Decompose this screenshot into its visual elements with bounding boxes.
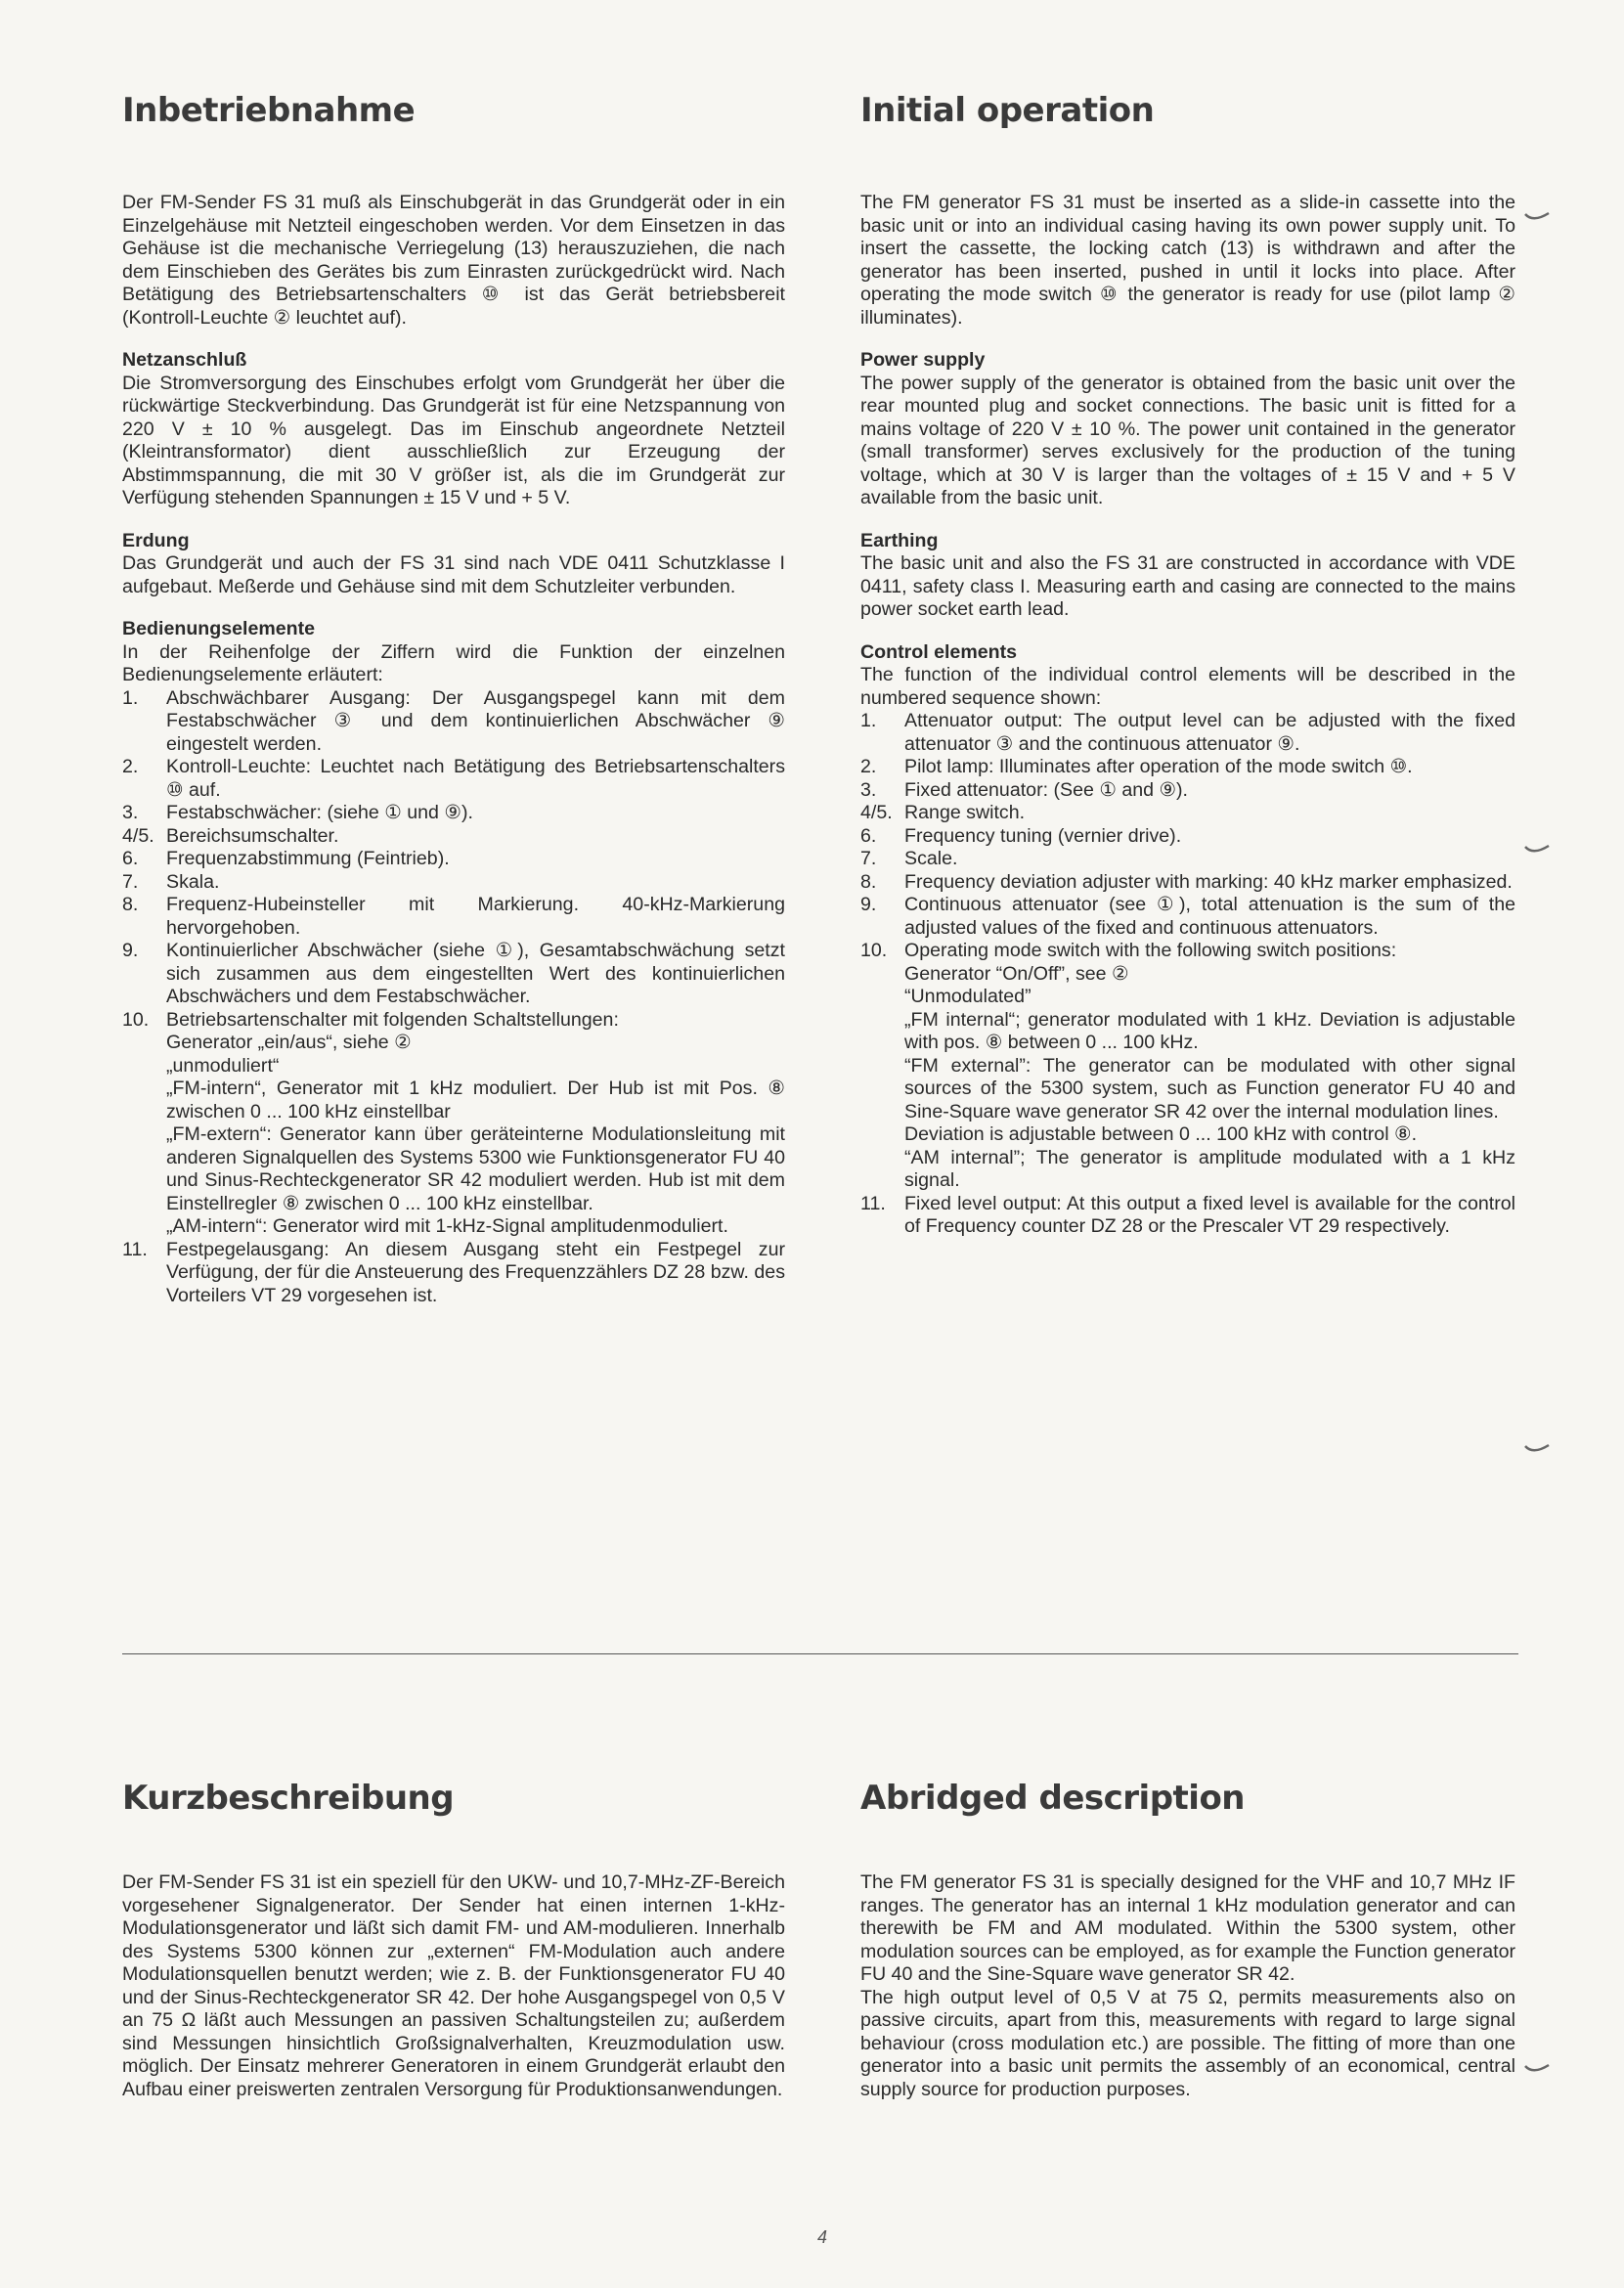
- control-list-item: [860, 894, 1515, 940]
- heading-inbetriebnahme: Inbetriebnahme: [122, 91, 416, 130]
- control-item-description: Fixed level output: At this output a fixed level is available for the control of Frequency counter DZ 28 or the Prescaler VT 29 respectively.: [904, 1192, 1515, 1237]
- control-item-text: [904, 1193, 1515, 1239]
- control-list-item: [122, 825, 785, 849]
- control-item-description: Frequency deviation adjuster with marking: 40 kHz marker emphasized.: [904, 870, 1513, 893]
- paragraph-netzanschluss: Die Stromversorgung des Einschubes erfolgt vom Grundgerät her über die rückwärtige Steckverbindung. Das Grundgerät ist für eine Netzspannung von 220 V ± 10 % ausgelegt. Das im Einschub angeordnete Netzteil (Kleintransformator) dient ausschließlich zur Erzeugung der Abstimmspannung, die mit 30 V größer ist, als die im Grundgerät zur Verfügung stehenden Spannungen ± 15 V und + 5 V.: [122, 372, 785, 508]
- heading-earthing: Earthing: [860, 529, 939, 551]
- control-item-number: 9.: [122, 940, 139, 961]
- paragraph-abridged-description-2: The high output level of 0,5 V at 75 Ω, permits measurements also on passive circuits, apart from this, measurements with regard to large signal behaviour (cross modulation etc.) are possible. The fitting of more than one generator into a basic unit permits the assembly of an economical, central supply source for production purposes.: [860, 1986, 1515, 2100]
- control-item-description: Continuous attenuator (see ①), total attenuation is the sum of the adjusted values of the fixed and continuous attenuators.: [904, 894, 1515, 939]
- control-item-text: [166, 825, 785, 849]
- control-item-text: [904, 802, 1515, 825]
- control-item-text: [904, 825, 1515, 849]
- control-item-description: Skala.: [166, 870, 220, 893]
- page-number: 4: [817, 2227, 828, 2247]
- control-item-number: 1.: [860, 710, 877, 731]
- section-divider: [122, 1653, 1518, 1654]
- paragraph-power-supply: The power supply of the generator is obtained from the basic unit over the rear mounted plug and socket connections. The basic unit is fitted for a mains voltage of 220 V ± 10 %. The power unit contained in the generator (small transformer) serves exclusively for the production of the tuning voltage, which at 30 V is larger than the voltages of ± 15 V and + 5 V available from the basic unit.: [860, 372, 1515, 508]
- heading-kurzbeschreibung: Kurzbeschreibung: [122, 1779, 455, 1818]
- paragraph-erdung: Das Grundgerät und auch der FS 31 sind nach VDE 0411 Schutzklasse I aufgebaut. Meßerde und Gehäuse sind mit dem Schutzleiter verbunden.: [122, 552, 785, 597]
- control-item-number: 2.: [860, 756, 877, 777]
- control-item-text: [904, 710, 1515, 756]
- control-item-number: 11.: [860, 1192, 886, 1214]
- control-item-description: Festabschwächer: (siehe ① und ⑨).: [166, 802, 473, 823]
- paragraph-bedienungselemente-intro: In der Reihenfolge der Ziffern wird die Funktion der einzelnen Bedienungselemente erläutert:: [122, 640, 785, 685]
- heading-netzanschluss: Netzanschluß: [122, 349, 247, 371]
- control-item-switch-positions: Generator “On/Off”, see ② “Unmodulated” „FM internal“; generator modulated with 1 kHz. Deviation is adjustable with pos. ⑧ between 0 ... 100 kHz. “FM external”: The generator can be modulated with other signal sources of the 5300 system, such as Function generator FU 40 and Sine-Square wave generator SR 42 over the internal modulation lines. Deviation is adjustable between 0 ... 100 kHz with control ⑧. “AM internal”; The generator is amplitude modulated with a 1 kHz signal.: [904, 962, 1515, 1191]
- control-item-description: Frequency tuning (vernier drive).: [904, 824, 1182, 847]
- margin-tick-mark: [1523, 1443, 1553, 1455]
- section-kurzbeschreibung: [122, 1779, 785, 2101]
- paragraph-earthing: The basic unit and also the FS 31 are constructed in accordance with VDE 0411, safety class I. Measuring earth and casing are connected to the mains power socket earth lead.: [860, 552, 1515, 620]
- control-item-number: 4/5.: [860, 802, 893, 823]
- paragraph-abridged-description-1: The FM generator FS 31 is specially designed for the VHF and 10,7 MHz IF ranges. The generator has an internal 1 kHz modulation generator and can therewith be FM and AM modulated. Within the 5300 system, other modulation sources can be employed, as for example the Function generator FU 40 and the Sine-Square wave generator SR 42.: [860, 1871, 1515, 1985]
- control-list-item: [122, 1009, 785, 1239]
- control-item-number: 3.: [860, 778, 877, 801]
- control-item-description: Attenuator output: The output level can be adjusted with the fixed attenuator ③ and the continuous attenuator ⑨.: [904, 710, 1515, 755]
- control-item-text: [166, 1009, 785, 1239]
- margin-tick-mark: [1523, 844, 1553, 856]
- control-item-text: [904, 940, 1515, 1193]
- control-item-text: [166, 894, 785, 940]
- control-item-description: Frequenz-Hubeinsteller mit Markierung. 40-kHz-Markierung hervorgehoben.: [166, 894, 785, 939]
- control-item-number: 8.: [122, 894, 139, 915]
- control-list-item: [860, 779, 1515, 803]
- control-item-description: Pilot lamp: Illuminates after operation of the mode switch ⑩.: [904, 756, 1413, 777]
- control-item-number: 11.: [122, 1238, 148, 1260]
- control-item-description: Frequenzabstimmung (Feintrieb).: [166, 848, 450, 869]
- control-item-description: Fixed attenuator: (See ① and ⑨).: [904, 778, 1188, 801]
- section-abridged-description: [860, 1779, 1515, 2101]
- section-initial-operation: [860, 91, 1515, 1239]
- control-item-text: [166, 756, 785, 802]
- control-list-item: [122, 1239, 785, 1308]
- control-item-description: Kontroll-Leuchte: Leuchtet nach Betätigung des Betriebsartenschalters ⑩ auf.: [166, 756, 785, 801]
- control-item-description: Bereichsumschalter.: [166, 824, 339, 847]
- control-list-item: [860, 848, 1515, 871]
- paragraph-control-elements-intro: The function of the individual control elements will be described in the numbered sequence shown:: [860, 664, 1515, 709]
- control-item-description: Betriebsartenschalter mit folgenden Schaltstellungen:: [166, 1008, 619, 1031]
- control-item-number: 9.: [860, 894, 877, 915]
- control-item-description: Festpegelausgang: An diesem Ausgang steht ein Festpegel zur Verfügung, der für die Ansteuerung des Frequenzzählers DZ 28 bzw. des Vorteilers VT 29 vorgesehen ist.: [166, 1238, 785, 1306]
- control-item-text: [904, 871, 1515, 895]
- control-list-item: [860, 871, 1515, 895]
- control-item-text: [166, 802, 785, 825]
- control-item-text: [166, 848, 785, 871]
- control-list-item: [860, 710, 1515, 756]
- control-list-item: [860, 802, 1515, 825]
- control-list-item: [122, 894, 785, 940]
- control-item-text: [904, 779, 1515, 803]
- control-list-item: [860, 1193, 1515, 1239]
- heading-control-elements: Control elements: [860, 640, 1018, 663]
- control-list-item: [122, 756, 785, 802]
- control-item-number: 10.: [122, 1008, 150, 1031]
- control-item-text: [904, 756, 1515, 779]
- controls-list-en: [860, 710, 1515, 1239]
- control-list-item: [122, 871, 785, 895]
- control-item-number: 8.: [860, 870, 877, 893]
- control-item-text: [166, 871, 785, 895]
- control-item-number: 4/5.: [122, 824, 154, 847]
- control-item-text: [166, 1239, 785, 1308]
- control-list-item: [860, 825, 1515, 849]
- control-item-description: Range switch.: [904, 802, 1026, 823]
- intro-paragraph-en: The FM generator FS 31 must be inserted as a slide-in cassette into the basic unit or into an individual casing having its own power supply unit. To insert the cassette, the locking catch (13) is withdrawn and after the generator has been inserted, pushed in until it locks into place. After operating the mode switch ⑩ the generator is ready for use (pilot lamp ② illuminates).: [860, 192, 1515, 329]
- control-item-number: 7.: [122, 870, 139, 893]
- control-item-description: Kontinuierlicher Abschwächer (siehe ①), Gesamtabschwächung setzt sich zusammen aus dem eingestellten Wert des kontinuierlichen Abschwächers und dem Festabschwächer.: [166, 940, 785, 1007]
- control-item-number: 10.: [860, 940, 888, 961]
- control-list-item: [122, 802, 785, 825]
- control-item-description: Abschwächbarer Ausgang: Der Ausgangspegel kann mit dem Festabschwächer ③ und dem kontinuierlichen Abschwächer ⑨ eingestelt werden.: [166, 686, 785, 755]
- control-item-switch-positions: Generator „ein/aus“, siehe ② „unmoduliert“ „FM-intern“, Generator mit 1 kHz moduliert. Der Hub ist mit Pos. ⑧ zwischen 0 ... 100 kHz einstellbar „FM-extern“: Generator kann über geräteinterne Modulationsleitung mit anderen Signalquellen des Systems 5300 wie Funktionsgenerator FU 40 und Sinus-Rechteckgenerator SR 42 moduliert werden. Hub ist mit dem Einstellregler ⑧ zwischen 0 ... 100 kHz einstellbar. „AM-intern“: Generator wird mit 1-kHz-Signal amplitudenmoduliert.: [166, 1032, 785, 1237]
- heading-initial-operation: Initial operation: [860, 91, 1155, 130]
- control-item-text: [166, 687, 785, 757]
- control-item-description: Operating mode switch with the following switch positions:: [904, 940, 1397, 961]
- control-list-item: [860, 756, 1515, 779]
- intro-paragraph-de: Der FM-Sender FS 31 muß als Einschubgerät in das Grundgerät oder in ein Einzelgehäuse mit Netzteil eingeschoben werden. Vor dem Einsetzen in das Gehäuse ist die mechanische Verriegelung (13) herauszuziehen, die nach dem Einschieben des Gerätes bis zum Einrasten zurückgedrückt wird. Nach Betätigung des Betriebsartenschalters ⑩ ist das Gerät betriebsbereit (Kontroll-Leuchte ② leuchtet auf).: [122, 192, 785, 329]
- heading-bedienungselemente: Bedienungselemente: [122, 618, 316, 639]
- section-inbetriebnahme: [122, 91, 785, 1307]
- controls-list-de: [122, 687, 785, 1308]
- margin-tick-mark: [1523, 211, 1553, 223]
- control-item-number: 7.: [860, 848, 877, 869]
- control-list-item: [122, 940, 785, 1009]
- heading-erdung: Erdung: [122, 529, 190, 551]
- control-item-text: [904, 894, 1515, 940]
- paragraph-kurzbeschreibung: Der FM-Sender FS 31 ist ein speziell für den UKW- und 10,7-MHz-ZF-Bereich vorgesehener Signalgenerator. Der Sender hat einen internen 1-kHz-Modulationsgenerator und läßt sich damit FM- und AM-modulieren. Innerhalb des Systems 5300 können zur „externen“ FM-Modulation auch andere Modulationsquellen benutzt werden; wie z. B. der Funktionsgenerator FU 40 und der Sinus-Rechteckgenerator SR 42. Der hohe Ausgangspegel von 0,5 V an 75 Ω läßt auch Messungen an passiven Schaltungsteilen zu; außerdem sind Messungen hinsichtlich Großsignalverhalten, Kreuzmodulation usw. möglich. Der Einsatz mehrerer Generatoren in einem Grundgerät erlaubt den Aufbau einer preiswerten zentralen Versorgung für Produktionsanwendungen.: [122, 1871, 785, 2100]
- control-item-text: [904, 848, 1515, 871]
- margin-tick-mark: [1523, 2063, 1553, 2075]
- control-list-item: [122, 848, 785, 871]
- heading-abridged-description: Abridged description: [860, 1779, 1246, 1818]
- control-item-text: [166, 940, 785, 1009]
- control-item-number: 2.: [122, 756, 139, 777]
- control-item-description: Scale.: [904, 848, 958, 869]
- control-item-number: 6.: [122, 848, 139, 869]
- control-item-number: 1.: [122, 686, 139, 709]
- control-item-number: 6.: [860, 824, 877, 847]
- control-item-number: 3.: [122, 802, 139, 823]
- control-list-item: [122, 687, 785, 757]
- control-list-item: [860, 940, 1515, 1193]
- heading-power-supply: Power supply: [860, 349, 986, 371]
